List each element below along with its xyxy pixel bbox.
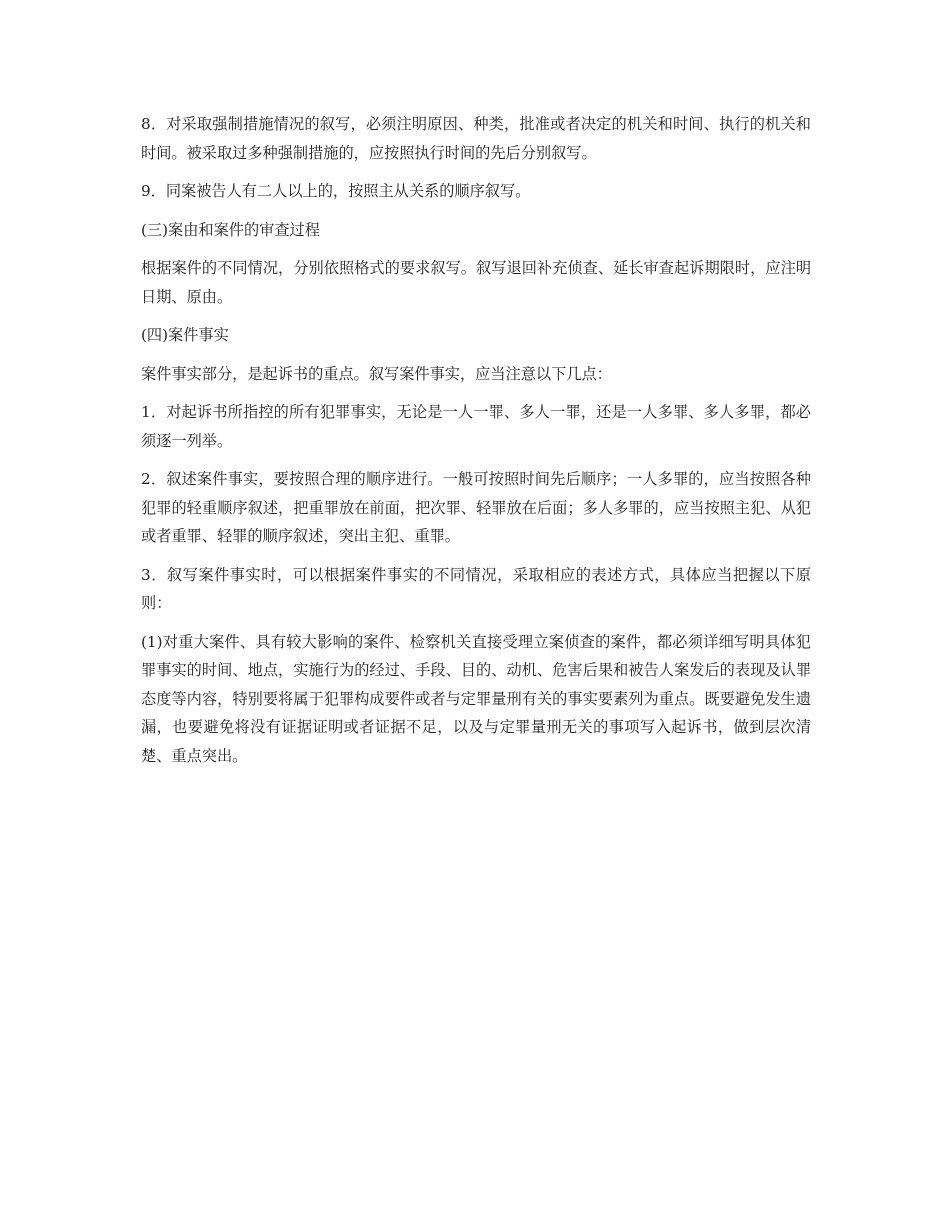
section-heading-case-facts: (四)案件事实 (141, 326, 229, 344)
document-body (141, 110, 811, 780)
paragraph-item-9: 9．同案被告人有二人以上的，按照主从关系的顺序叙写。 (141, 182, 531, 200)
paragraph-point-1: 1．对起诉书所指控的所有犯罪事实，无论是一人一罪、多人一罪，还是一人多罪、多人多罪，都必须逐一列举。 (141, 403, 811, 450)
paragraph-facts-intro: 案件事实部分，是起诉书的重点。叙写案件事实，应当注意以下几点： (141, 364, 612, 383)
section-heading-case-cause: (三)案由和案件的审查过程 (141, 220, 320, 239)
paragraph-item-8: 8．对采取强制措施情况的叙写，必须注明原因、种类，批准或者决定的机关和时间、执行的机关和时间。被采取过多种强制措施的，应按照执行时间的先后分别叙写。 (141, 115, 811, 162)
paragraph-point-3: 3．叙写案件事实时，可以根据案件事实的不同情况，采取相应的表述方式，具体应当把握以下原则： (141, 565, 811, 612)
paragraph-case-review: 根据案件的不同情况，分别依照格式的要求叙写。叙写退回补充侦查、延长审查起诉期限时，应注明日期、原由。 (141, 259, 811, 306)
paragraph-point-2: 2．叙述案件事实，要按照合理的顺序进行。一般可按照时间先后顺序；一人多罪的，应当按照各种犯罪的轻重顺序叙述，把重罪放在前面，把次罪、轻罪放在后面；多人多罪的，应当按照主犯、从犯或者重罪、轻罪的顺序叙述，突出主犯、重罪。 (141, 470, 811, 545)
paragraph-principle-1: (1)对重大案件、具有较大影响的案件、检察机关直接受理立案侦查的案件，都必须详细写明具体犯罪事实的时间、地点，实施行为的经过、手段、目的、动机、危害后果和被告人案发后的表现及认罪态度等内容，特别要将属于犯罪构成要件或者与定罪量刑有关的事实要素列为重点。既要避免发生遗漏，也要避免将没有证据证明或者证据不足，以及与定罪量刑无关的事项写入起诉书，做到层次清楚、重点突出。 (141, 632, 811, 765)
